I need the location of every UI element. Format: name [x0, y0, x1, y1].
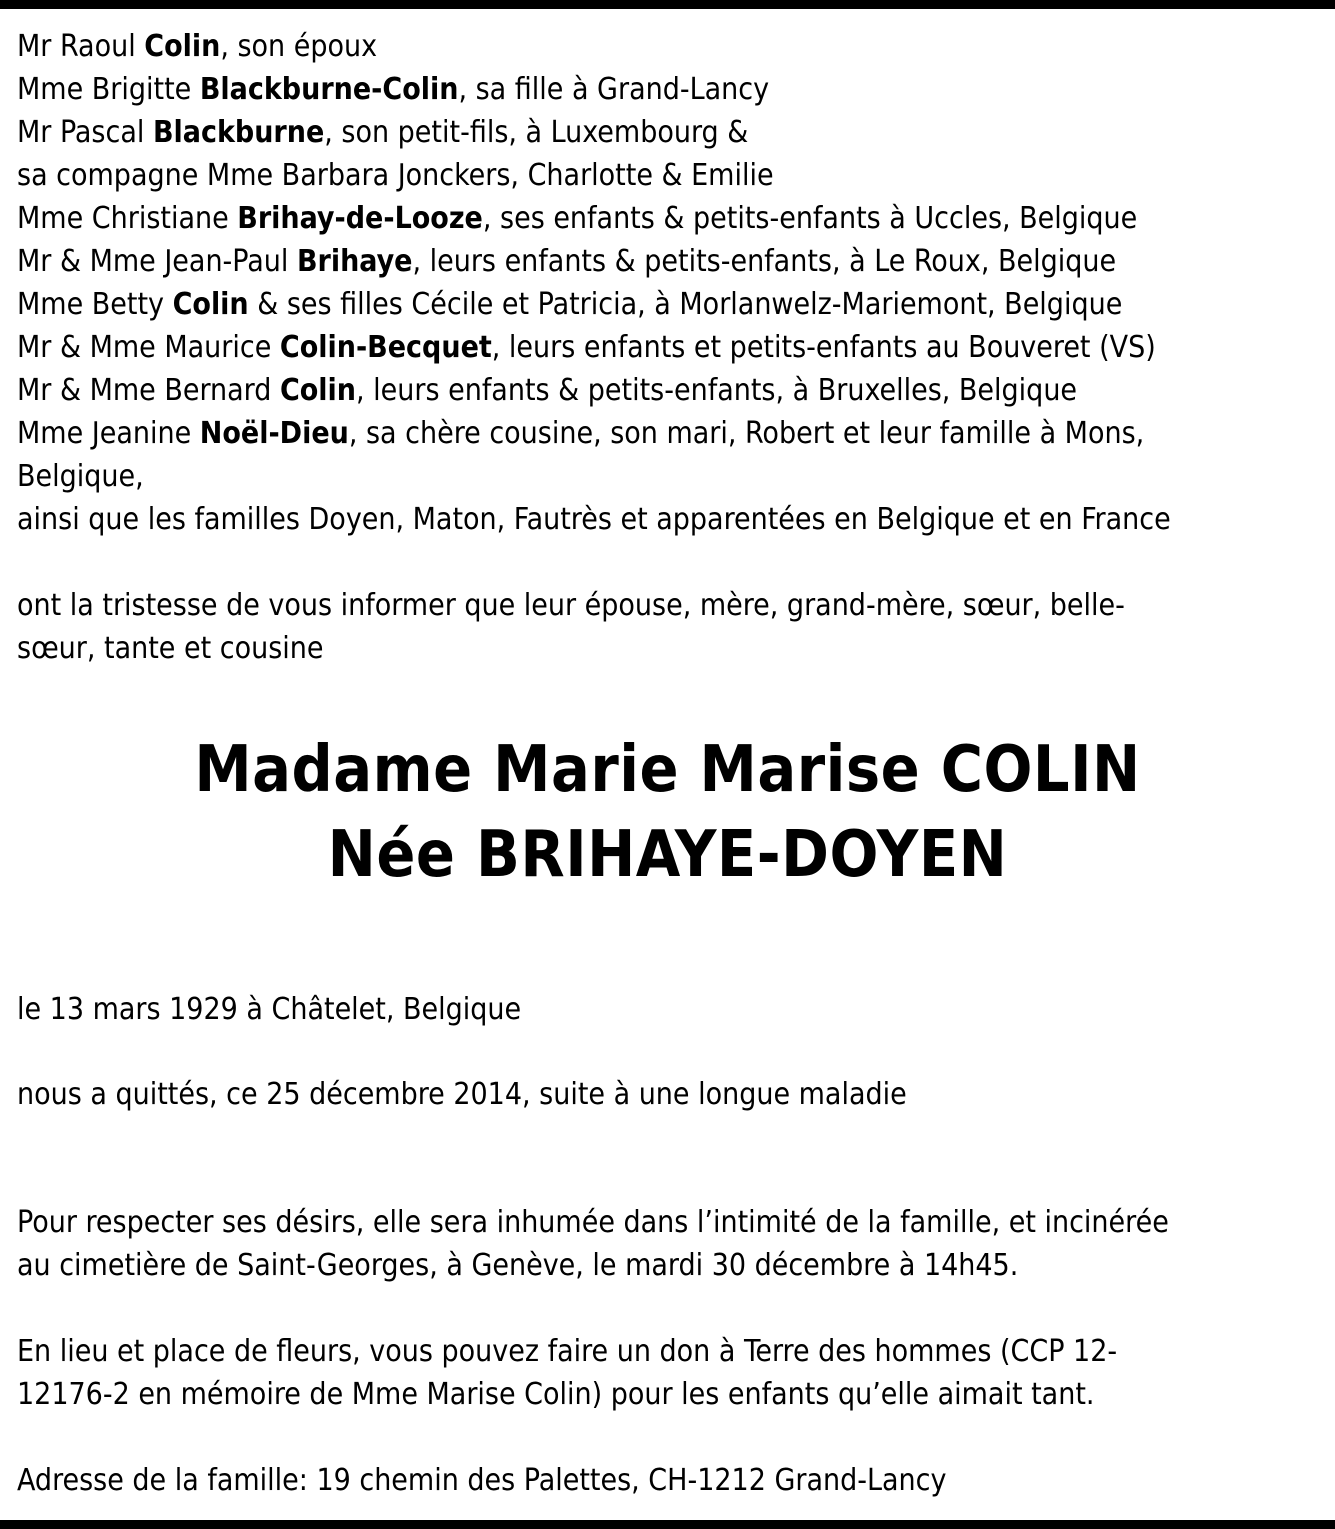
- funeral-details: [17, 1201, 1333, 1287]
- donation-request: [17, 1330, 1333, 1416]
- deceased-maiden-name: Née BRIHAYE-DOYEN: [327, 818, 1008, 892]
- family-surname: Colin-Becquet: [279, 330, 492, 365]
- donation-line: 12176-2 en mémoire de Mme Marise Colin) pour les enfants qu’elle aimait tant.: [17, 1377, 1095, 1412]
- family-line: Mr & Mme Bernard Colin, leurs enfants & petits-enfants, à Bruxelles, Belgique: [17, 373, 1078, 408]
- family-surname: Noël-Dieu: [199, 416, 349, 451]
- family-surname: Brihaye: [296, 244, 413, 279]
- funeral-line: Pour respecter ses désirs, elle sera inhumée dans l’intimité de la famille, et incinérée: [17, 1205, 1169, 1240]
- announcement-line: ont la tristesse de vous informer que leur épouse, mère, grand-mère, sœur, belle-: [17, 588, 1125, 623]
- family-surname: Colin: [172, 287, 249, 322]
- family-surname: Blackburne-Colin: [199, 72, 459, 107]
- family-line: Mme Brigitte Blackburne-Colin, sa fille à Grand-Lancy: [17, 72, 770, 107]
- family-list: [17, 25, 1333, 541]
- bottom-border-rule: [0, 1520, 1335, 1529]
- spacer: [17, 1116, 1333, 1201]
- family-line: Mr & Mme Jean-Paul Brihaye, leurs enfants & petits-enfants, à Le Roux, Belgique: [17, 244, 1117, 279]
- family-line: Mme Jeanine Noël-Dieu, sa chère cousine, son mari, Robert et leur famille à Mons,: [17, 416, 1145, 451]
- family-line: Mr & Mme Maurice Colin-Becquet, leurs enfants et petits-enfants au Bouveret (VS): [17, 330, 1156, 365]
- family-line: Mr Raoul Colin, son époux: [17, 29, 378, 64]
- deceased-name-block: [17, 728, 1333, 898]
- top-border-rule: [0, 0, 1335, 9]
- spacer: [17, 898, 1333, 988]
- family-line: ainsi que les familles Doyen, Maton, Fautrès et apparentées en Belgique et en France: [17, 502, 1171, 537]
- deceased-name: Madame Marie Marise COLIN: [194, 733, 1141, 807]
- death-info: nous a quittés, ce 25 décembre 2014, suite à une longue maladie: [17, 1077, 907, 1112]
- family-line: Mr Pascal Blackburne, son petit-fils, à Luxembourg &: [17, 115, 749, 150]
- family-surname: Brihay-de-Looze: [237, 201, 483, 236]
- family-line: Mme Betty Colin & ses filles Cécile et Patricia, à Morlanwelz-Mariemont, Belgique: [17, 287, 1123, 322]
- donation-line: En lieu et place de fleurs, vous pouvez faire un don à Terre des hommes (CCP 12-: [17, 1334, 1118, 1369]
- funeral-line: au cimetière de Saint-Georges, à Genève, le mardi 30 décembre à 14h45.: [17, 1248, 1019, 1283]
- announcement-text: [17, 584, 1333, 670]
- spacer: [17, 1287, 1333, 1330]
- spacer: [17, 541, 1333, 584]
- family-line: sa compagne Mme Barbara Jonckers, Charlotte & Emilie: [17, 158, 774, 193]
- spacer: [17, 1416, 1333, 1459]
- spacer: [17, 670, 1333, 728]
- family-surname: Blackburne: [152, 115, 325, 150]
- family-line: Mme Christiane Brihay-de-Looze, ses enfants & petits-enfants à Uccles, Belgique: [17, 201, 1138, 236]
- birth-info: le 13 mars 1929 à Châtelet, Belgique: [17, 992, 522, 1027]
- family-address: Adresse de la famille: 19 chemin des Palettes, CH-1212 Grand-Lancy: [17, 1463, 947, 1498]
- announcement-line: sœur, tante et cousine: [17, 631, 324, 666]
- spacer: [17, 1031, 1333, 1073]
- family-surname: Colin: [144, 29, 221, 64]
- family-line: Belgique,: [17, 459, 144, 494]
- family-surname: Colin: [279, 373, 357, 408]
- obituary-notice: [17, 25, 1333, 1502]
